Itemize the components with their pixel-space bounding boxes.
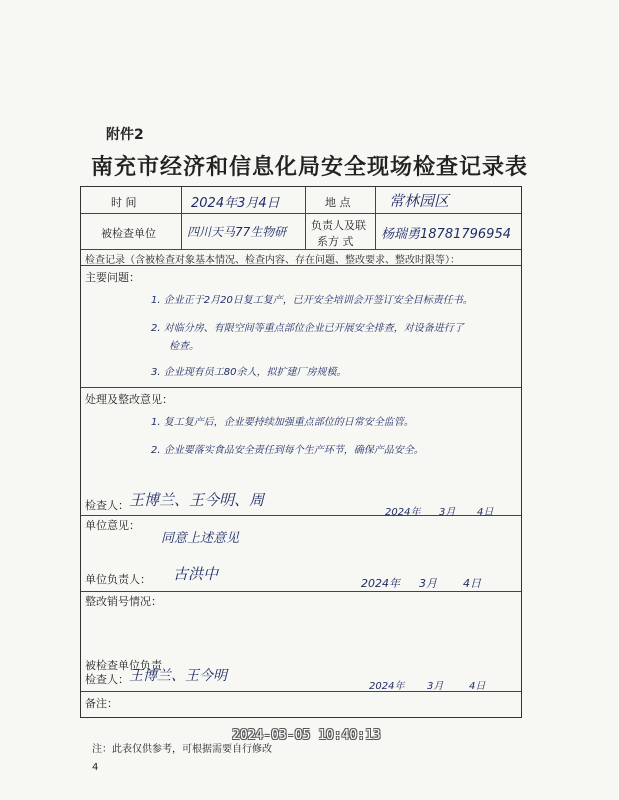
table-column-rule <box>305 187 306 249</box>
unit-value: 四川天马77生物研 <box>187 225 287 239</box>
unit-head-date-month: 3月 <box>419 577 437 590</box>
unit-head-signature: 古洪中 <box>173 565 219 583</box>
unit-label: 被检查单位 <box>101 227 156 240</box>
unit-head-date-day: 4日 <box>463 577 481 590</box>
unit-opinion-label: 单位意见： <box>85 519 140 532</box>
issue-line-4: 3. 企业现有员工80余人，拟扩建厂房规模。 <box>151 367 347 378</box>
inspection-record-table <box>80 186 522 718</box>
inspector-date-day: 4日 <box>477 507 494 518</box>
remarks-label: 备注： <box>85 697 118 710</box>
table-rule <box>81 591 521 592</box>
opinion-line-2: 2. 企业要落实食品安全责任到每个生产环节，确保产品安全。 <box>151 445 424 456</box>
contact-label-line1: 负责人及联 <box>311 219 366 232</box>
table-column-rule <box>375 187 376 249</box>
table-rule <box>81 691 521 692</box>
final-signatures: 王博兰、王今明 <box>129 668 227 684</box>
final-label-line1: 被检查单位负责 <box>85 659 162 672</box>
final-label-line2: 检查人： <box>85 673 129 686</box>
issues-label: 主要问题： <box>85 271 140 284</box>
unit-head-label: 单位负责人： <box>85 573 151 586</box>
table-rule <box>81 387 521 388</box>
form-title: 南充市经济和信息化局安全现场检查记录表 <box>90 154 528 180</box>
footnote: 注：此表仅供参考，可根据需要自行修改 <box>92 744 272 755</box>
issue-line-3: 检查。 <box>169 341 199 352</box>
time-label: 时 间 <box>111 196 137 209</box>
table-column-rule <box>181 187 182 249</box>
contact-value: 杨瑞勇18781796954 <box>381 227 511 242</box>
table-rule <box>81 213 521 214</box>
location-label: 地 点 <box>325 196 351 209</box>
final-date-year: 2024年 <box>369 681 405 692</box>
time-value: 2024年3月4日 <box>191 196 280 211</box>
table-rule <box>81 249 521 250</box>
issue-line-1: 1. 企业正于2月20日复工复产，已开安全培训会开签订安全目标责任书。 <box>151 295 473 306</box>
location-value: 常林园区 <box>389 192 450 210</box>
rectify-label: 整改销号情况： <box>85 595 162 608</box>
issue-line-2: 2. 对临分房、有限空间等重点部位企业已开展安全排查，对设备进行了 <box>151 323 464 334</box>
inspector-date-year: 2024年 <box>385 507 421 518</box>
unit-opinion-value: 同意上述意见 <box>161 531 240 546</box>
contact-label-line2: 系方 式 <box>317 235 354 248</box>
inspector-label: 检查人： <box>85 499 129 512</box>
inspector-date-month: 3月 <box>439 507 456 518</box>
page-number: 4 <box>92 762 99 773</box>
final-date-day: 4日 <box>469 681 486 692</box>
inspector-signatures: 王博兰、王今明、周 <box>129 491 265 509</box>
opinions-label: 处理及整改意见： <box>85 393 173 406</box>
attachment-label: 附件2 <box>106 127 144 143</box>
timestamp-watermark: 2024-03-05 10:40:13 <box>232 728 381 743</box>
opinion-line-1: 1. 复工复产后，企业要持续加强重点部位的日常安全监管。 <box>151 417 414 428</box>
unit-head-date-year: 2024年 <box>361 577 400 590</box>
final-date-month: 3月 <box>427 681 444 692</box>
record-header: 检查记录（含被检查对象基本情况、检查内容、存在问题、整改要求、整改时限等）： <box>85 255 460 266</box>
